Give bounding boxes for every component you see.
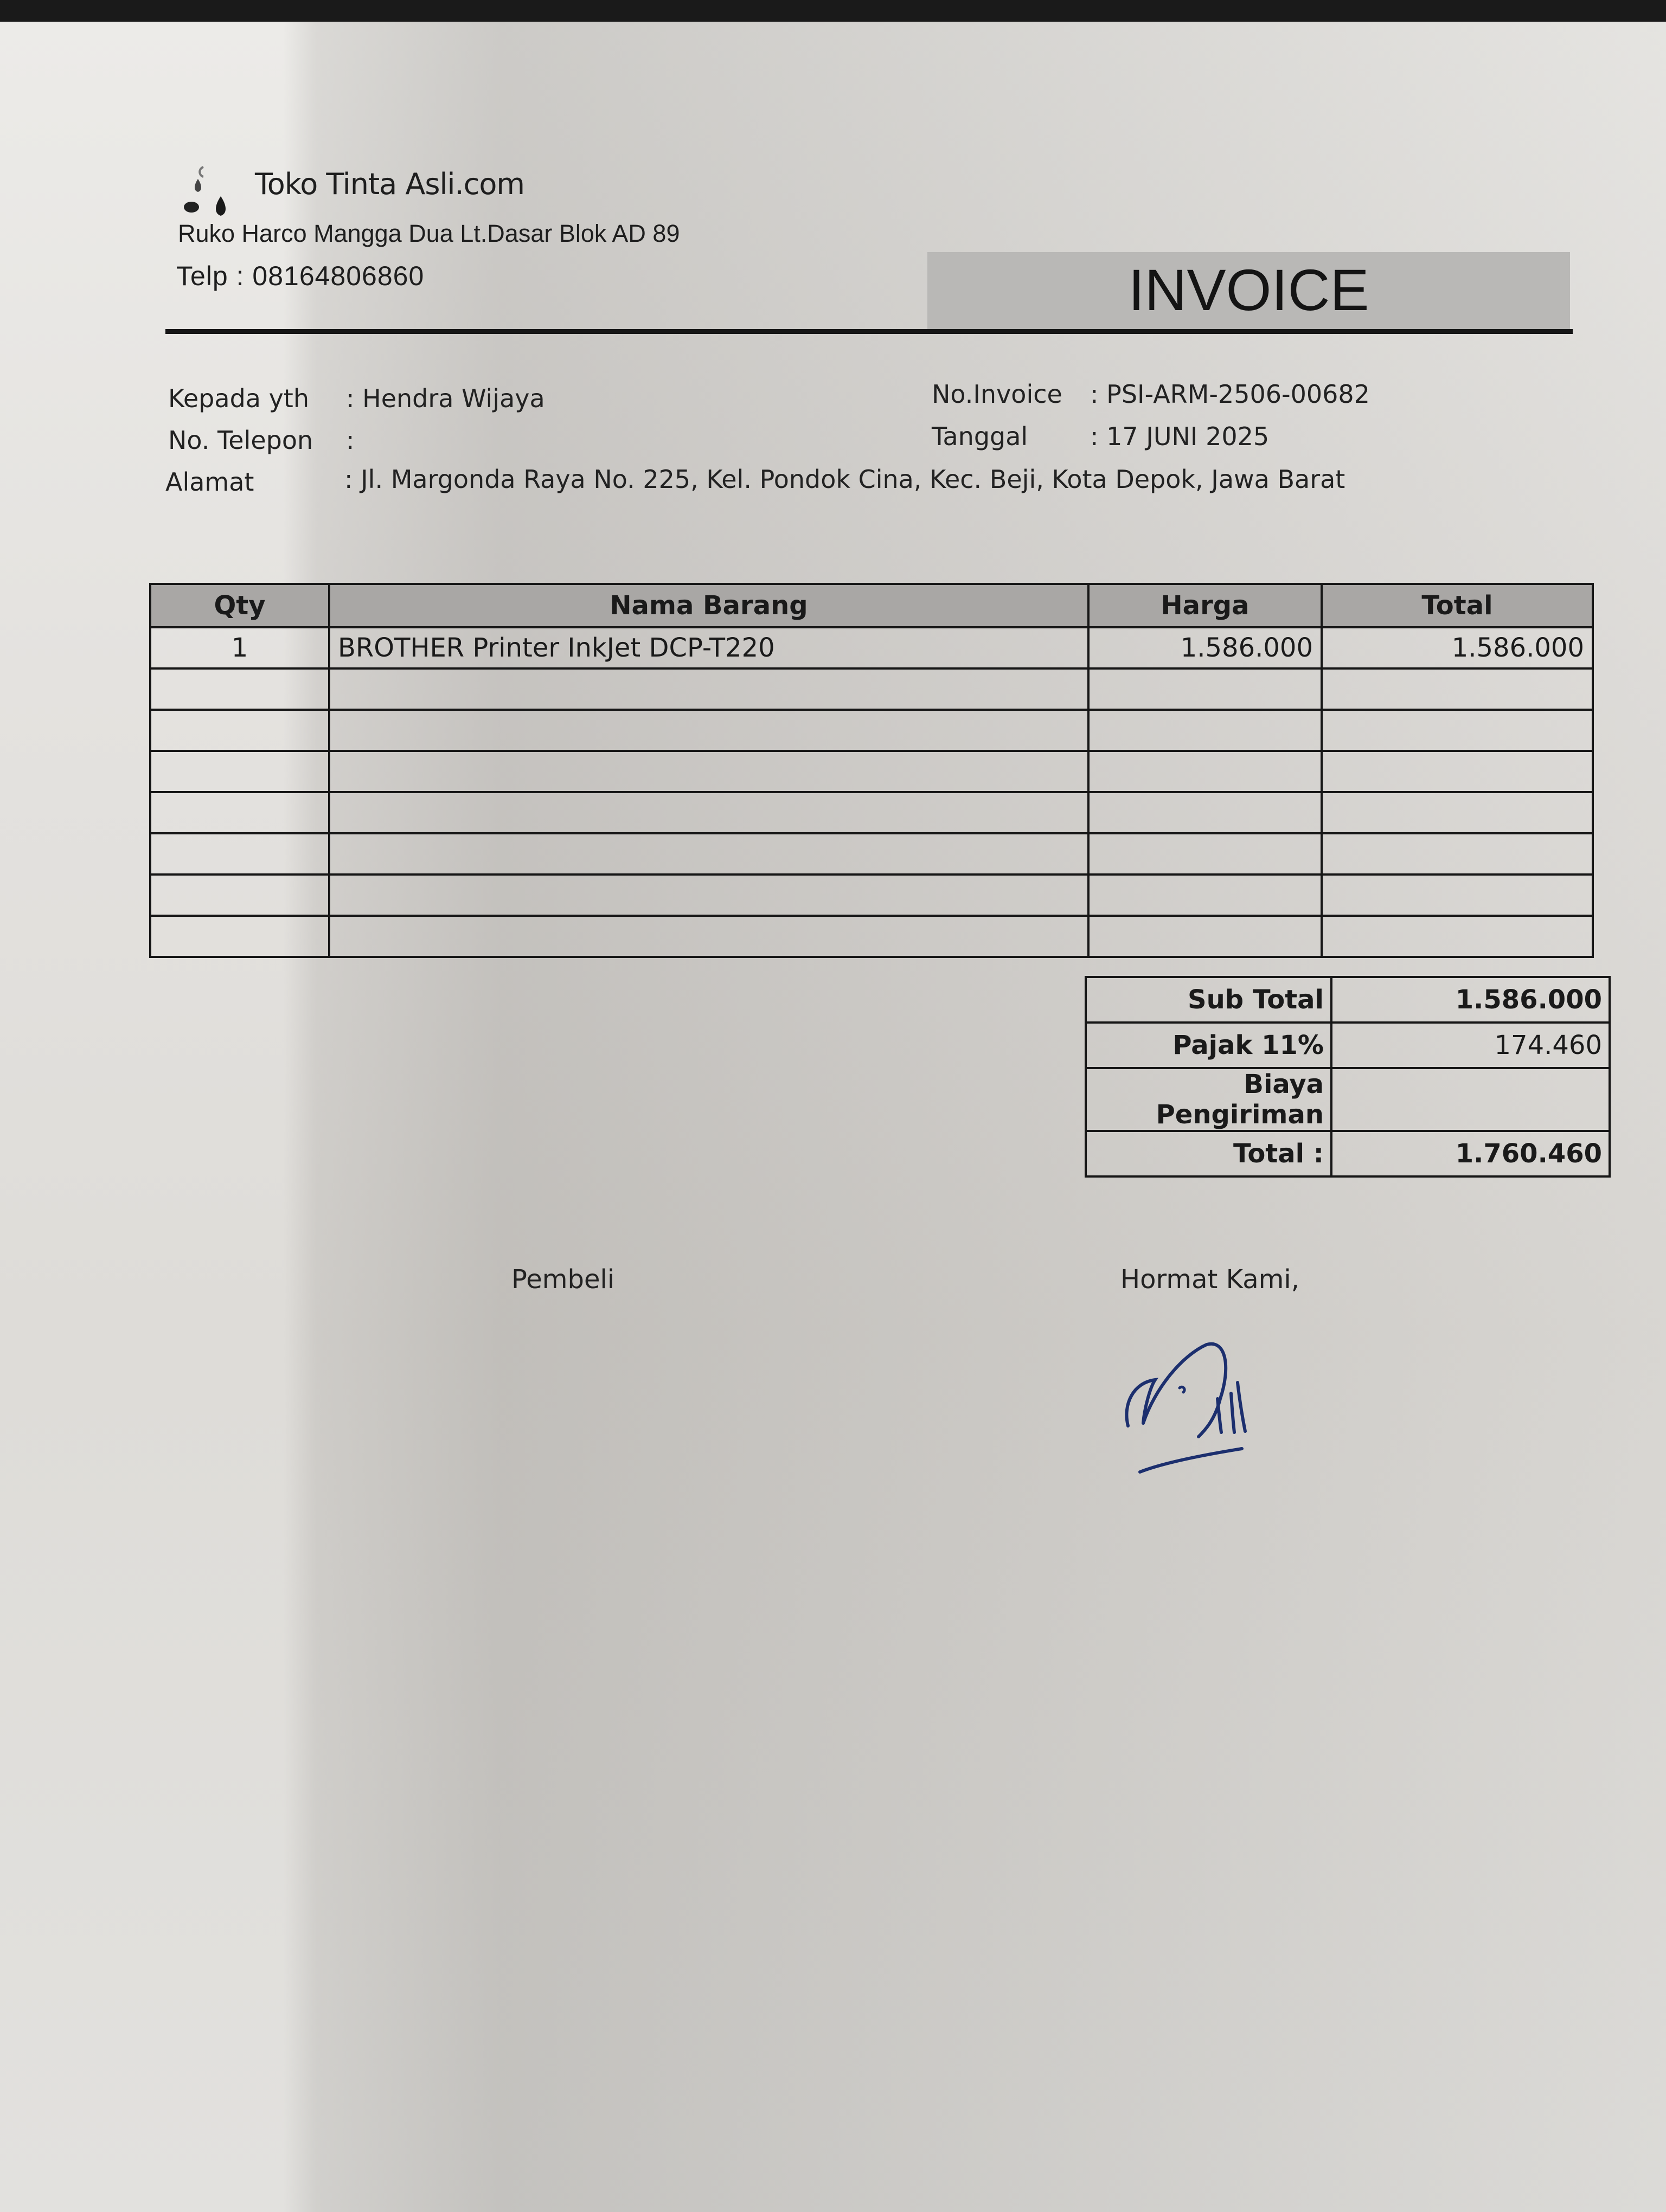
grand-total-value: 1.760.460 — [1331, 1131, 1610, 1176]
shipping-label: Biaya Pengiriman — [1086, 1068, 1331, 1131]
recipient-value: : Hendra Wijaya — [346, 384, 545, 413]
cell-total — [1322, 874, 1593, 916]
table-row — [150, 710, 1593, 751]
summary-row-total — [1086, 1131, 1610, 1176]
cell-total: 1.586.000 — [1322, 627, 1593, 668]
date-label: Tanggal — [932, 422, 1028, 451]
handwritten-signature — [1117, 1307, 1291, 1486]
cell-price — [1088, 710, 1322, 751]
cell-price — [1088, 874, 1322, 916]
table-row — [150, 833, 1593, 874]
column-header-qty: Qty — [150, 584, 329, 627]
company-address: Ruko Harco Mangga Dua Lt.Dasar Blok AD 89 — [178, 220, 680, 247]
address-label: Alamat — [165, 467, 254, 497]
cell-qty: 1 — [150, 627, 329, 668]
cell-item-name — [329, 916, 1088, 957]
cell-qty — [150, 710, 329, 751]
phone-value: : — [346, 426, 355, 455]
cell-price: 1.586.000 — [1088, 627, 1322, 668]
column-header-item-name: Nama Barang — [329, 584, 1088, 627]
cell-item-name — [329, 751, 1088, 792]
shipping-value — [1331, 1068, 1610, 1131]
subtotal-value: 1.586.000 — [1331, 977, 1610, 1023]
summary-row-subtotal — [1086, 977, 1610, 1023]
table-row — [150, 792, 1593, 833]
cell-item-name — [329, 874, 1088, 916]
seller-signature-label: Hormat Kami, — [1120, 1264, 1299, 1295]
table-row — [150, 916, 1593, 957]
summary-row-tax — [1086, 1023, 1610, 1068]
cell-price — [1088, 751, 1322, 792]
summary-row-shipping — [1086, 1068, 1610, 1131]
table-row — [150, 627, 1593, 668]
cell-qty — [150, 916, 329, 957]
column-header-total: Total — [1322, 584, 1593, 627]
cell-item-name: BROTHER Printer InkJet DCP-T220 — [329, 627, 1088, 668]
cell-total — [1322, 833, 1593, 874]
grand-total-label: Total : — [1086, 1131, 1331, 1176]
cell-qty — [150, 668, 329, 710]
table-row — [150, 874, 1593, 916]
buyer-signature-label: Pembeli — [511, 1264, 615, 1295]
invoice-number-value: : PSI-ARM-2506-00682 — [1090, 380, 1370, 409]
phone-label: No. Telepon — [168, 426, 313, 455]
invoice-title: INVOICE — [1128, 257, 1369, 323]
items-table — [149, 583, 1594, 958]
cell-total — [1322, 710, 1593, 751]
subtotal-label: Sub Total — [1086, 977, 1331, 1023]
column-header-price: Harga — [1088, 584, 1322, 627]
company-name: Toko Tinta Asli.com — [255, 167, 524, 201]
cell-qty — [150, 792, 329, 833]
address-value: : Jl. Margonda Raya No. 225, Kel. Pondok Cina, Kec. Beji, Kota Depok, Jawa Barat — [344, 465, 1345, 494]
header-divider — [165, 329, 1573, 334]
cell-qty — [150, 751, 329, 792]
cell-item-name — [329, 710, 1088, 751]
cell-price — [1088, 833, 1322, 874]
recipient-label: Kepada yth — [168, 384, 309, 413]
tax-label: Pajak 11% — [1086, 1023, 1331, 1068]
cell-item-name — [329, 833, 1088, 874]
cell-total — [1322, 792, 1593, 833]
cell-qty — [150, 874, 329, 916]
invoice-paper — [0, 22, 1666, 2212]
cell-price — [1088, 668, 1322, 710]
cell-item-name — [329, 792, 1088, 833]
summary-table — [1085, 976, 1611, 1178]
company-phone: Telp : 08164806860 — [176, 261, 425, 291]
cell-price — [1088, 916, 1322, 957]
cell-total — [1322, 751, 1593, 792]
date-value: : 17 JUNI 2025 — [1090, 422, 1270, 451]
cell-item-name — [329, 668, 1088, 710]
cell-total — [1322, 668, 1593, 710]
cell-total — [1322, 916, 1593, 957]
table-row — [150, 668, 1593, 710]
table-row — [150, 751, 1593, 792]
ink-drops-icon — [182, 164, 241, 223]
table-header-row — [150, 584, 1593, 627]
tax-value: 174.460 — [1331, 1023, 1610, 1068]
cell-price — [1088, 792, 1322, 833]
invoice-number-label: No.Invoice — [932, 380, 1062, 409]
cell-qty — [150, 833, 329, 874]
